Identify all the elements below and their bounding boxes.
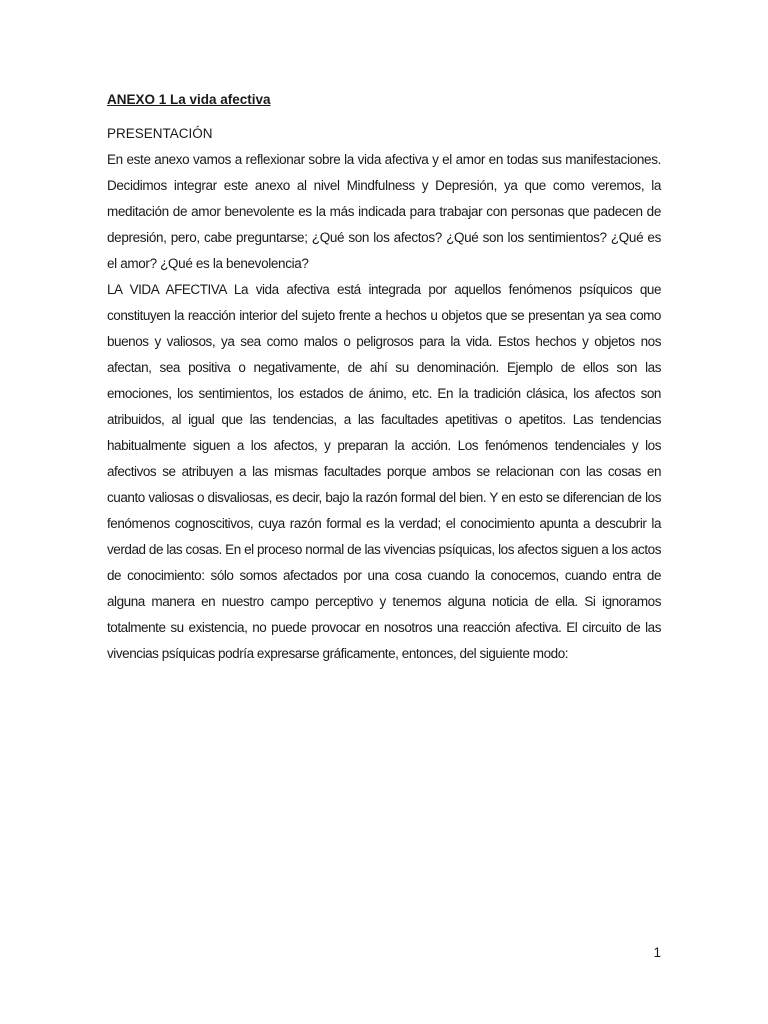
document-title: ANEXO 1 La vida afectiva xyxy=(107,92,271,107)
paragraph-vida-afectiva: LA VIDA AFECTIVA La vida afectiva está integrada por aquellos fenómenos psíquicos que constituyen la reacción interior del sujeto frente a hechos u objetos que se presentan ya sea como buenos y valiosos, ya sea como malos o peligrosos para la vida. Estos hechos y objetos nos afectan, sea positiva o negativamente, de ahí su denominación. Ejemplo de ellos son las emociones, los sentimientos, los estados de ánimo, etc. En la tradición clásica, los afectos son atribuidos, al igual que las tendencias, a las facultades apetitivas o apetitos. Las tendencias habitualmente siguen a los afectos, y preparan la acción. Los fenómenos tendenciales y los afectivos se atribuyen a las mismas facultades porque ambos se relacionan con las cosas en cuanto valiosas o disvaliosas, es decir, bajo la razón formal del bien. Y en esto se diferencian de los fenómenos cognoscitivos, cuya razón formal es la verdad; el conocimiento apunta a descubrir la verdad de las cosas. En el proceso normal de las vivencias psíquicas, los afectos siguen a los actos de conocimiento: sólo somos afectados por una cosa cuando la conocemos, cuando entra de alguna manera en nuestro campo perceptivo y tenemos alguna noticia de ella. Si ignoramos totalmente su existencia, no puede provocar en nosotros una reacción afectiva. El circuito de las vivencias psíquicas podría expresarse gráficamente, entonces, del siguiente modo: xyxy=(107,282,661,661)
page-number: 1 xyxy=(653,945,661,960)
document-body xyxy=(107,90,661,667)
section-heading-presentacion: PRESENTACIÓN xyxy=(107,126,213,141)
paragraph-presentation: En este anexo vamos a reflexionar sobre la vida afectiva y el amor en todas sus manifestaciones. Decidimos integrar este anexo al nivel Mindfulness y Depresión, ya que como veremos, la meditación de amor benevolente es la más indicada para trabajar con personas que padecen de depresión, pero, cabe preguntarse; ¿Qué son los afectos? ¿Qué son los sentimientos? ¿Qué es el amor? ¿Qué es la benevolencia? xyxy=(107,152,661,271)
